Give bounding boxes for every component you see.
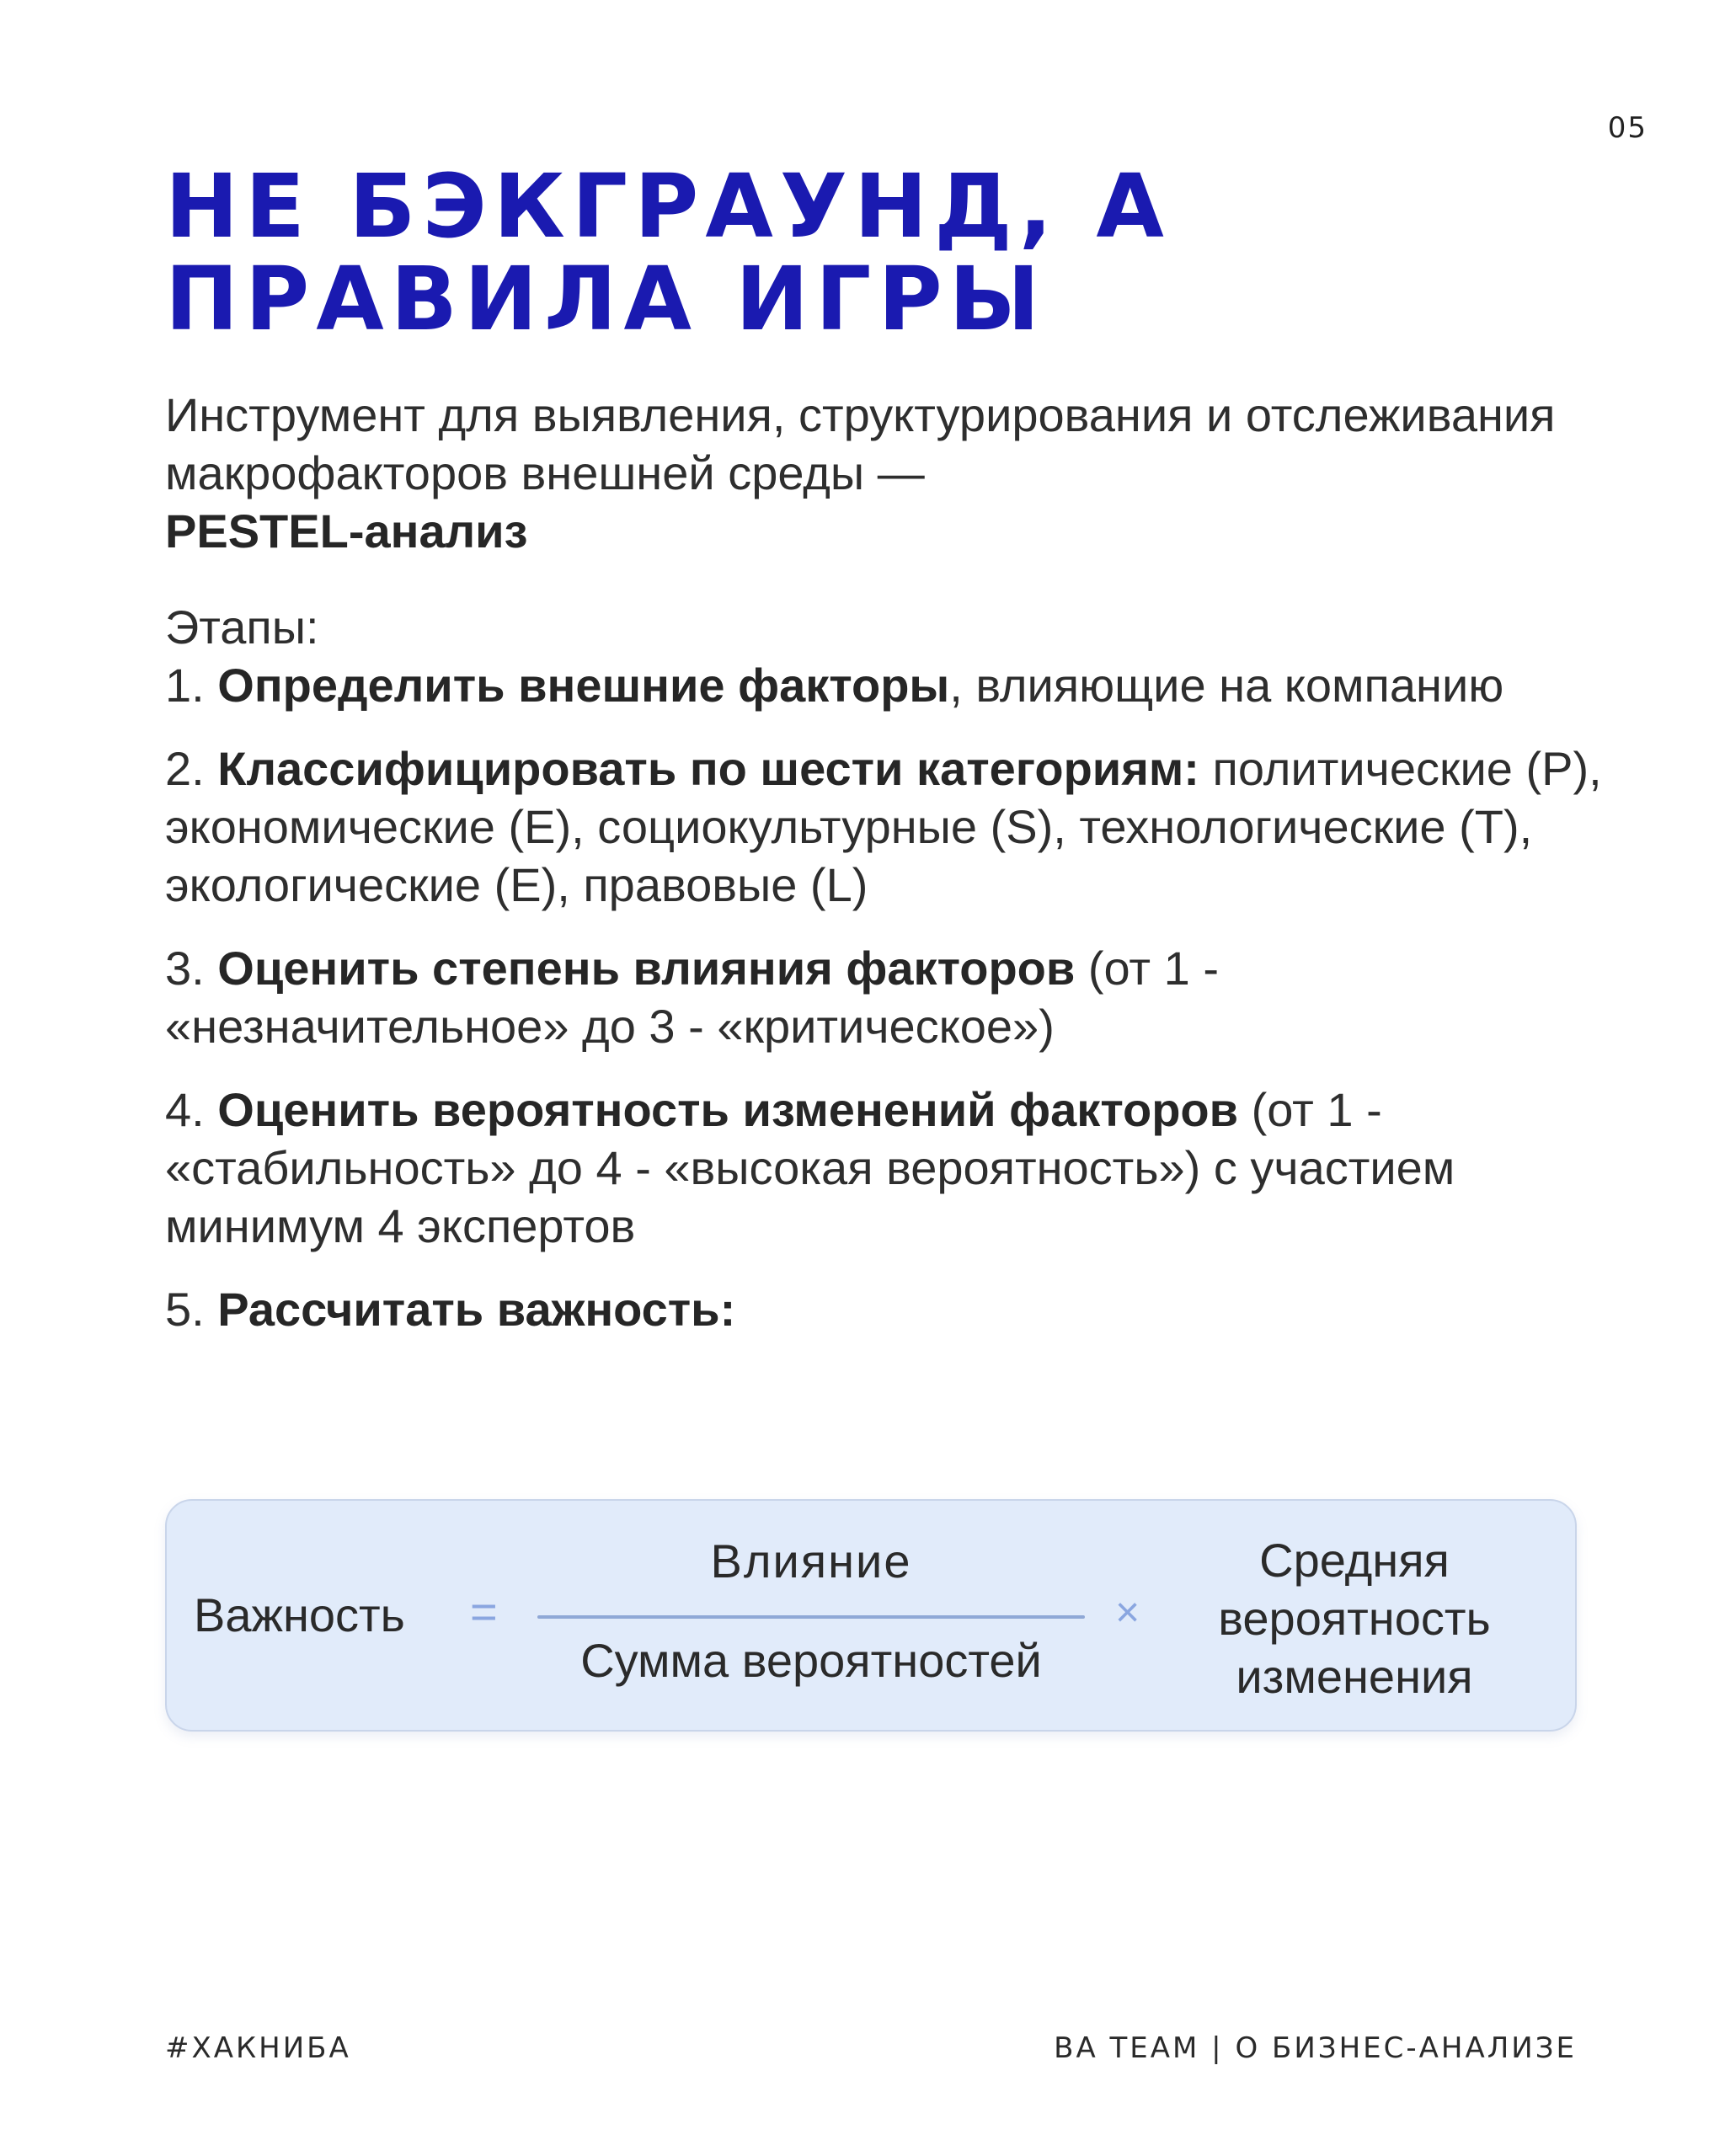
- step-1: [165, 656, 1614, 714]
- formula-denominator: Сумма вероятностей: [580, 1634, 1042, 1687]
- page-number: 05: [1607, 111, 1648, 145]
- step-title: Оценить степень влияния факторов: [217, 942, 1076, 995]
- formula-rhs: [1169, 1531, 1540, 1705]
- step-3: [165, 939, 1614, 1055]
- multiply-sign: ×: [1115, 1588, 1140, 1636]
- formula-rhs-line: изменения: [1236, 1650, 1473, 1703]
- formula-box: [165, 1499, 1577, 1732]
- step-number: 4.: [165, 1083, 218, 1136]
- step-title: Классифицировать по шести категориям:: [217, 742, 1199, 795]
- step-text: , влияющие на компанию: [949, 659, 1504, 712]
- formula-rhs-line: Средняя: [1259, 1534, 1450, 1587]
- step-number: 3.: [165, 942, 218, 995]
- step-text: (от 1 - «стабильность» до 4 - «высокая вероятность») с участием минимум 4 экспертов: [165, 1083, 1455, 1252]
- page-title: НЕ БЭКГРАУНД, А ПРАВИЛА ИГРЫ: [165, 155, 1171, 350]
- footer-brand: BA TEAM | О БИЗНЕС-АНАЛИЗЕ: [1054, 2031, 1577, 2065]
- intro-bold: PESTEL-анализ: [165, 504, 528, 558]
- step-text: (от 1 - «незначительное» до 3 - «критическое»): [165, 942, 1219, 1053]
- step-title: Рассчитать важность:: [217, 1283, 736, 1336]
- step-number: 5.: [165, 1283, 218, 1336]
- step-title: Оценить вероятность изменений факторов: [217, 1083, 1239, 1136]
- steps-label: Этапы:: [165, 600, 319, 654]
- formula-numerator: Влияние: [710, 1534, 912, 1588]
- step-5: [165, 1280, 1614, 1338]
- step-4: [165, 1081, 1614, 1255]
- step-text: политические (P), экономические (E), социокультурные (S), технологические (T), экологические (E), правовые (L): [165, 742, 1602, 911]
- equals-sign: =: [470, 1585, 498, 1638]
- step-title: Определить внешние факторы: [217, 659, 950, 712]
- footer-hashtag: #ХАКНИБА: [165, 2031, 351, 2065]
- steps-list: [165, 598, 1614, 1364]
- formula-rhs-line: вероятность: [1218, 1592, 1491, 1645]
- fraction-bar: [537, 1615, 1085, 1619]
- intro-text: Инструмент для выявления, структурирования и отслеживания макрофакторов внешней среды —: [165, 388, 1556, 499]
- step-2: [165, 739, 1614, 914]
- step-number: 1.: [165, 659, 218, 712]
- step-number: 2.: [165, 742, 218, 795]
- intro-paragraph: [165, 386, 1614, 560]
- formula-lhs: Важность: [194, 1588, 405, 1641]
